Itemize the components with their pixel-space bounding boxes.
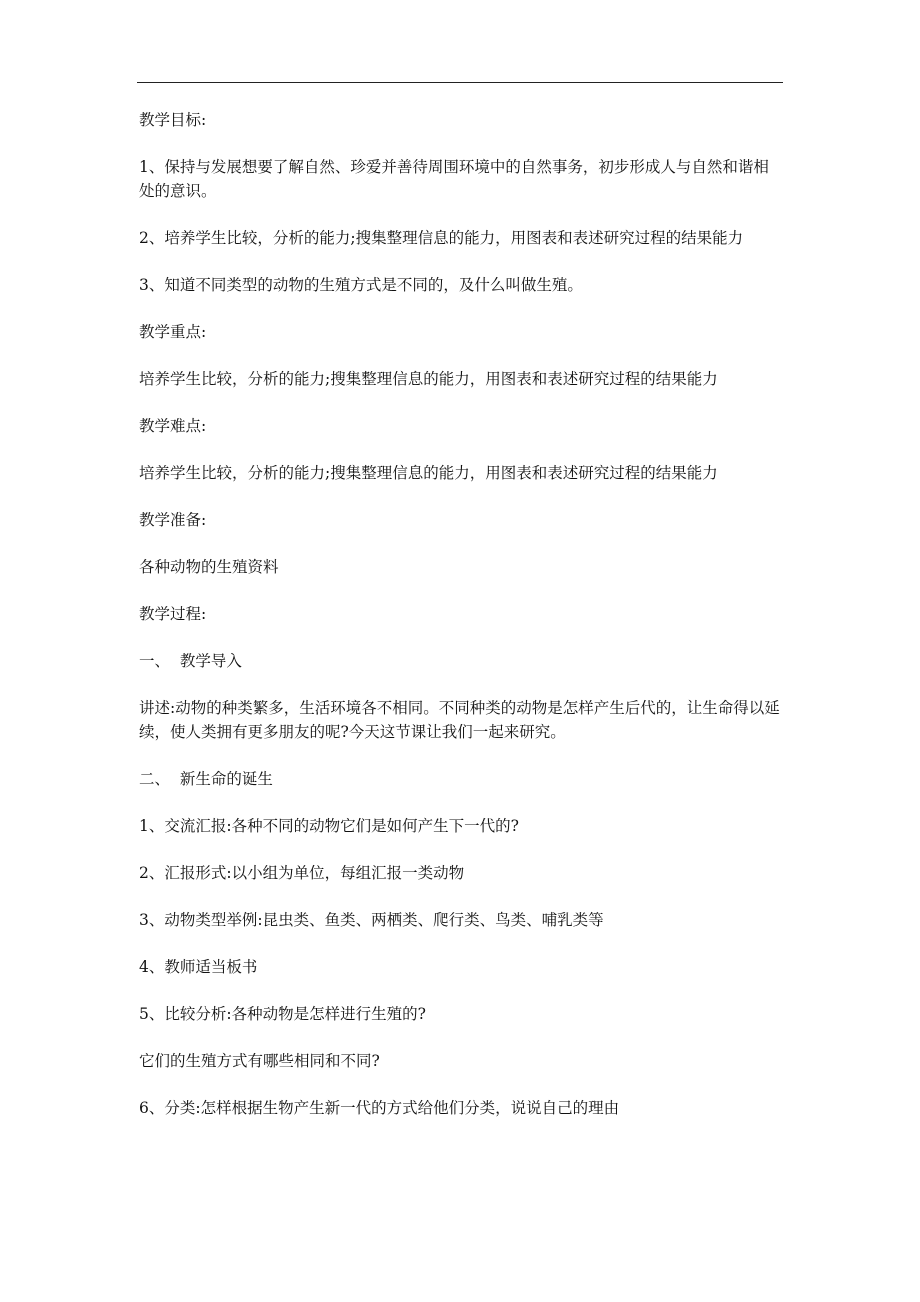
goal-heading: 教学目标: xyxy=(139,111,207,129)
list-item-4: 4、教师适当板书 xyxy=(139,958,258,976)
header-rule xyxy=(137,82,783,83)
step-2-heading: 二、 新生命的诞生 xyxy=(139,770,273,788)
step-1-heading: 一、 教学导入 xyxy=(139,652,242,670)
preparation-heading: 教学准备: xyxy=(139,511,207,529)
document-body xyxy=(139,108,783,1120)
key-points-text: 培养学生比较，分析的能力;搜集整理信息的能力，用图表和表述研究过程的结果能力 xyxy=(139,370,718,388)
goal-item-3: 3、知道不同类型的动物的生殖方式是不同的，及什么叫做生殖。 xyxy=(139,276,583,294)
preparation-text: 各种动物的生殖资料 xyxy=(139,558,279,576)
list-item-5-continued: 它们的生殖方式有哪些相同和不同? xyxy=(139,1052,380,1070)
goal-item-1: 1、保持与发展想要了解自然、珍爱并善待周围环境中的自然事务，初步形成人与自然和谐相处的意识。 xyxy=(139,158,769,200)
list-item-3: 3、动物类型举例:昆虫类、鱼类、两栖类、爬行类、鸟类、哺乳类等 xyxy=(139,911,604,929)
key-points-heading: 教学重点: xyxy=(139,323,207,341)
difficulty-heading: 教学难点: xyxy=(139,417,207,435)
list-item-2: 2、汇报形式:以小组为单位，每组汇报一类动物 xyxy=(139,864,465,882)
step-1-text: 讲述:动物的种类繁多，生活环境各不相同。不同种类的动物是怎样产生后代的，让生命得以延续，使人类拥有更多朋友的呢?今天这节课让我们一起来研究。 xyxy=(139,699,780,741)
list-item-6: 6、分类:怎样根据生物产生新一代的方式给他们分类，说说自己的理由 xyxy=(139,1099,620,1117)
goal-item-2: 2、培养学生比较，分析的能力;搜集整理信息的能力，用图表和表述研究过程的结果能力 xyxy=(139,229,744,247)
process-heading: 教学过程: xyxy=(139,605,207,623)
list-item-5: 5、比较分析:各种动物是怎样进行生殖的? xyxy=(139,1005,426,1023)
difficulty-text: 培养学生比较，分析的能力;搜集整理信息的能力，用图表和表述研究过程的结果能力 xyxy=(139,464,718,482)
list-item-1: 1、交流汇报:各种不同的动物它们是如何产生下一代的? xyxy=(139,817,519,835)
